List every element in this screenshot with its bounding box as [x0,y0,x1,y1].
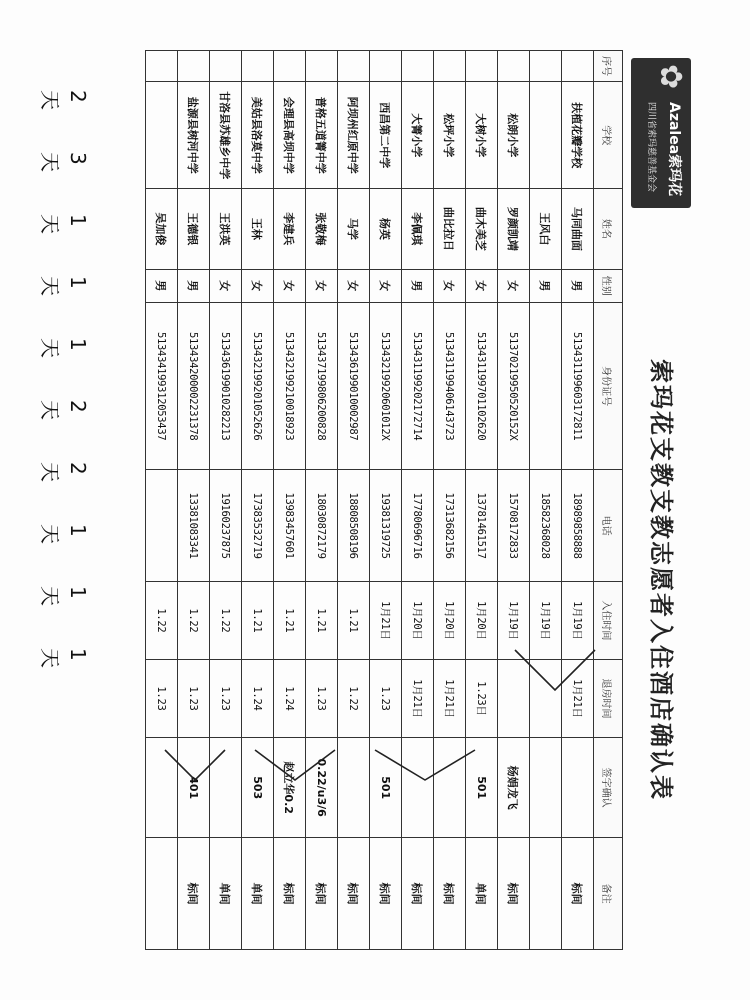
phone-cell: 13983457601 [274,470,306,582]
remark-cell: 标间 [338,838,370,950]
school-cell: 西昌第二中学 [370,82,402,189]
sequence-cell [274,51,306,82]
checkout-cell: 1.24 [242,659,274,737]
remark-cell: 标间 [562,838,594,950]
id-number-cell: 513431199701102620 [466,303,498,470]
signature-cell [338,737,370,837]
id-number-cell: 513432199210018923 [274,303,306,470]
sequence-cell [434,51,466,82]
school-cell [530,82,562,189]
column-header: 入住时间 [594,581,623,659]
id-number-cell: 513437199806200828 [306,303,338,470]
signature-cell: 0.22/u3/6 [306,737,338,837]
duration-note: 1天 [38,648,90,668]
phone-cell: 18808508196 [338,470,370,582]
checkout-cell [530,659,562,737]
school-cell: 甘洛县苏雄乡中学 [210,82,242,189]
checkin-cell: 1.22 [178,581,210,659]
duration-note: 2天 [38,90,90,110]
name-cell: 王德银 [178,189,210,269]
name-cell: 马学 [338,189,370,269]
id-number-cell: 51343219920601012X [370,303,402,470]
column-header: 性别 [594,269,623,302]
page-title: 索玛花支教支教志愿者入住酒店确认表 [647,359,676,801]
phone-cell: 13781461517 [466,470,498,582]
gender-cell: 女 [274,269,306,302]
signature-cell: 杨娟龙飞 [498,737,530,837]
checkin-cell: 1月19日 [530,581,562,659]
id-number-cell: 513436199010002987 [338,303,370,470]
remark-cell: 标间 [178,838,210,950]
name-cell: 马同曲面 [562,189,594,269]
duration-note: 1天 [38,276,90,296]
table-row [466,51,498,950]
remark-cell: 标间 [402,838,434,950]
signature-cell [562,737,594,837]
sequence-cell [530,51,562,82]
sequence-cell [210,51,242,82]
checkout-cell: 1.23 [370,659,402,737]
duration-note: 2天 [38,400,90,420]
checkout-cell: 1.24 [274,659,306,737]
duration-note: 1天 [38,524,90,544]
table-row [370,51,402,950]
name-cell: 王林 [242,189,274,269]
phone-cell: 19381319725 [370,470,402,582]
duration-note: 2天 [38,462,90,482]
column-header: 备注 [594,838,623,950]
logo-brand: Azalea索玛花 [666,102,682,197]
duration-note: 1天 [38,214,90,234]
phone-cell: 17383532719 [242,470,274,582]
column-header: 学校 [594,82,623,189]
school-cell: 阿坝州红原中学 [338,82,370,189]
sequence-cell [370,51,402,82]
phone-cell: 18030872179 [306,470,338,582]
gender-cell: 女 [306,269,338,302]
signature-cell: 501 [466,737,498,837]
id-number-cell: 513432199201052626 [242,303,274,470]
gender-cell: 男 [530,269,562,302]
checkin-cell: 1月20日 [402,581,434,659]
table-header-row [594,51,623,950]
school-cell: 松坪小学 [434,82,466,189]
school-cell: 松朗小学 [498,82,530,189]
signature-cell: 401 [178,737,210,837]
flower-icon: ✿ [653,64,688,90]
name-cell: 王洪英 [210,189,242,269]
table-row [434,51,466,950]
remark-cell: 标间 [434,838,466,950]
table-row [306,51,338,950]
gender-cell: 男 [146,269,178,302]
table-row [562,51,594,950]
table-body [146,51,594,950]
phone-cell: 18989858888 [562,470,594,582]
id-number-cell [530,303,562,470]
checkout-cell: 1月21日 [434,659,466,737]
checkout-cell: 1.23日 [466,659,498,737]
sequence-cell [146,51,178,82]
school-cell: 会理县高坝中学 [274,82,306,189]
school-cell: 盐源县树河中学 [178,82,210,189]
name-cell: 吴加俊 [146,189,178,269]
table-row [338,51,370,950]
table-row [210,51,242,950]
phone-cell: 15708172833 [498,470,530,582]
checkin-table-wrap [145,50,623,950]
table-row [402,51,434,950]
checkin-cell: 1月20日 [466,581,498,659]
table-row [498,51,530,950]
sequence-cell [242,51,274,82]
id-number-cell: 513431199202172714 [402,303,434,470]
id-number-cell: 513434200002231378 [178,303,210,470]
phone-cell: 17313682156 [434,470,466,582]
column-header: 身份证号 [594,303,623,470]
name-cell: 曲比拉日 [434,189,466,269]
id-number-cell: 513434199312053437 [146,303,178,470]
column-header: 姓名 [594,189,623,269]
signature-cell: 503 [242,737,274,837]
name-cell: 曲木美芝 [466,189,498,269]
checkout-cell: 1.23 [146,659,178,737]
checkin-cell: 1.22 [210,581,242,659]
gender-cell: 女 [210,269,242,302]
table-row [274,51,306,950]
remark-cell: 标间 [306,838,338,950]
signature-cell [402,737,434,837]
name-cell: 王风白 [530,189,562,269]
id-number-cell: 513431199406143723 [434,303,466,470]
remark-cell: 标间 [498,838,530,950]
phone-cell: 17780696716 [402,470,434,582]
column-header: 电话 [594,470,623,582]
checkout-cell: 1月21日 [562,659,594,737]
sequence-cell [338,51,370,82]
name-cell: 李建兵 [274,189,306,269]
phone-cell: 13381083341 [178,470,210,582]
gender-cell: 女 [498,269,530,302]
id-number-cell: 513431199603172811 [562,303,594,470]
gender-cell: 男 [178,269,210,302]
id-number-cell: 513436199010282213 [210,303,242,470]
school-cell: 大树小学 [466,82,498,189]
column-header: 签字确认 [594,737,623,837]
duration-note: 1天 [38,586,90,606]
organization-logo [631,58,691,208]
remark-cell: 单间 [466,838,498,950]
sequence-cell [402,51,434,82]
name-cell: 罗颜凯靖 [498,189,530,269]
name-cell: 杨英 [370,189,402,269]
school-cell: 美姑县洛莫中学 [242,82,274,189]
checkin-cell: 1.21 [338,581,370,659]
signature-cell: 赵立华0.2 [274,737,306,837]
gender-cell: 女 [434,269,466,302]
remark-cell: 单间 [210,838,242,950]
signature-cell [530,737,562,837]
checkout-cell [498,659,530,737]
checkin-table [145,50,623,950]
gender-cell: 女 [466,269,498,302]
gender-cell: 女 [370,269,402,302]
sequence-cell [306,51,338,82]
checkin-cell: 1月20日 [434,581,466,659]
checkin-cell: 1月21日 [370,581,402,659]
rotated-form [38,50,695,950]
duration-note: 3天 [38,152,90,172]
signature-cell [434,737,466,837]
column-header: 退房时间 [594,659,623,737]
logo-organization: 四川省索玛慈善基金会 [646,102,656,193]
checkout-cell: 1.22 [338,659,370,737]
signature-cell: 501 [370,737,402,837]
id-number-cell: 51370219950520152X [498,303,530,470]
remark-cell [530,838,562,950]
remark-cell: 单间 [242,838,274,950]
signature-cell [210,737,242,837]
checkin-cell: 1月19日 [562,581,594,659]
checkin-cell: 1.21 [242,581,274,659]
school-cell: 扶植花瓣学校 [562,82,594,189]
sequence-cell [178,51,210,82]
remark-cell [146,838,178,950]
checkout-cell: 1.23 [210,659,242,737]
form-header [625,50,695,950]
gender-cell: 女 [338,269,370,302]
checkout-cell: 1月21日 [402,659,434,737]
table-row [242,51,274,950]
signature-cell [146,737,178,837]
remark-cell: 标间 [274,838,306,950]
name-cell: 李佩琪 [402,189,434,269]
table-row [178,51,210,950]
checkin-cell: 1.21 [306,581,338,659]
checkout-cell: 1.23 [306,659,338,737]
remark-cell: 标间 [370,838,402,950]
table-row [530,51,562,950]
duration-note: 1天 [38,338,90,358]
column-header: 序号 [594,51,623,82]
gender-cell: 男 [402,269,434,302]
sequence-cell [498,51,530,82]
phone-cell [146,470,178,582]
gender-cell: 男 [562,269,594,302]
gender-cell: 女 [242,269,274,302]
name-cell: 张敬梅 [306,189,338,269]
phone-cell: 19160237875 [210,470,242,582]
checkin-cell: 1月19日 [498,581,530,659]
sequence-cell [466,51,498,82]
checkin-cell: 1.21 [274,581,306,659]
table-row [146,51,178,950]
checkout-cell: 1.23 [178,659,210,737]
sequence-cell [562,51,594,82]
school-cell [146,82,178,189]
checkin-cell: 1.22 [146,581,178,659]
school-cell: 大箐小学 [402,82,434,189]
phone-cell: 18582368028 [530,470,562,582]
school-cell: 普格五道箐中学 [306,82,338,189]
